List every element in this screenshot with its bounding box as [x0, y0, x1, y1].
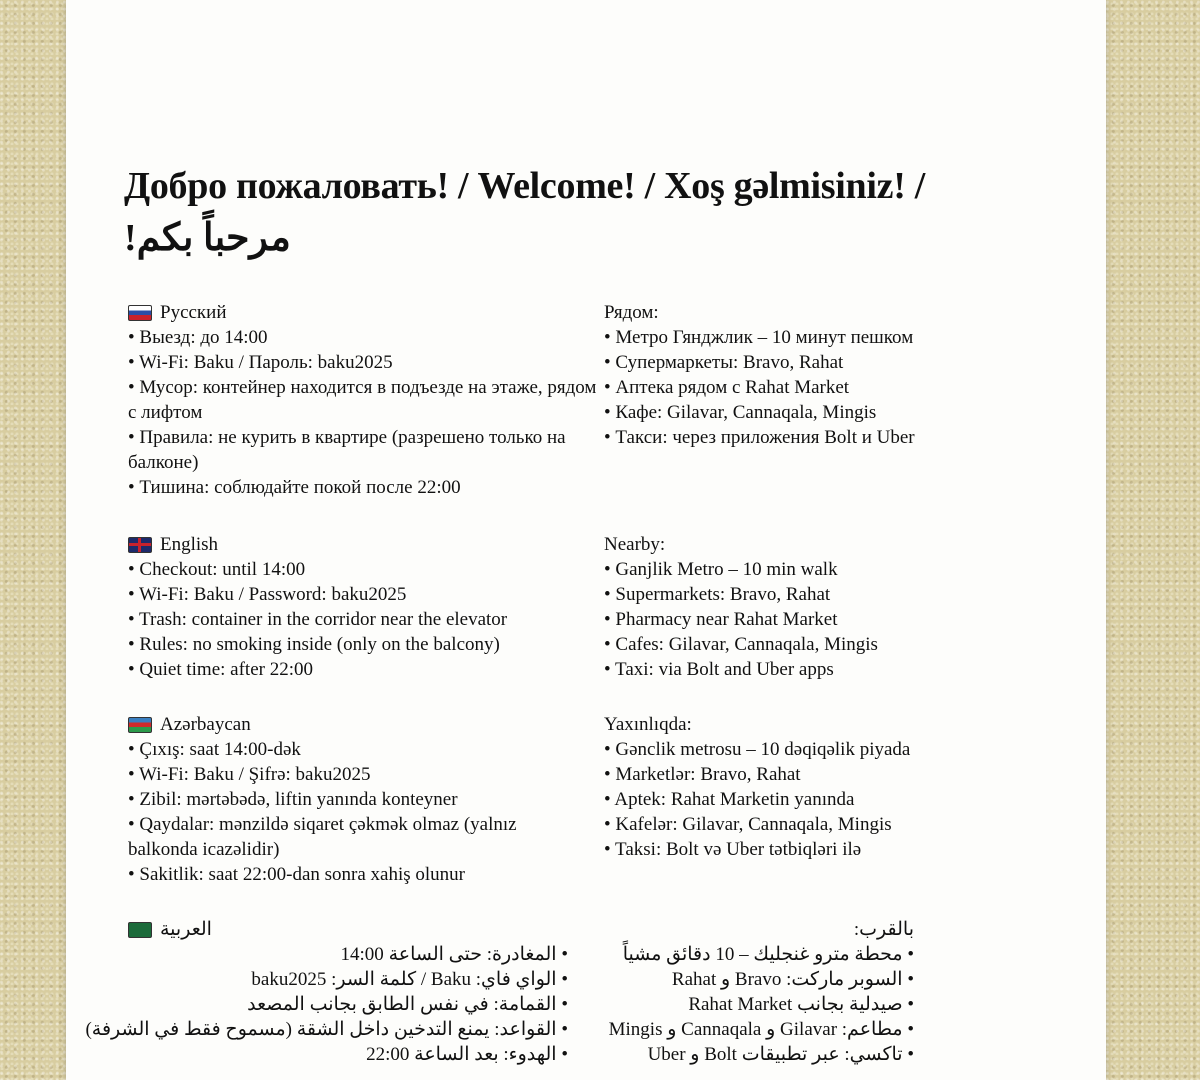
nearby-heading: Рядом: — [604, 302, 659, 323]
list-item: • Cafes: Gilavar, Cannaqala, Mingis — [604, 634, 878, 655]
list-item: • Taxi: via Bolt and Uber apps — [604, 659, 834, 680]
list-item: • Метро Гянджлик – 10 минут пешком — [604, 327, 914, 348]
azerbaijan-flag-icon — [128, 717, 152, 733]
nearby-heading: Yaxınlıqda: — [604, 714, 692, 735]
list-item: • Aptek: Rahat Marketin yanında — [604, 789, 855, 810]
list-item: • Тишина: соблюдайте покой после 22:00 — [128, 477, 461, 498]
list-item: • Checkout: until 14:00 — [128, 559, 306, 580]
section-arabic — [85, 917, 568, 1067]
section-english — [128, 532, 608, 682]
list-item: • القمامة: في نفس الطابق بجانب المصعد — [247, 994, 568, 1015]
welcome-sheet — [66, 0, 1106, 1080]
section-heading-english: English — [128, 532, 608, 557]
list-item: • Правила: не курить в квартире (разрешено только на балконе) — [128, 427, 566, 473]
section-heading-russian: Русский — [128, 300, 608, 325]
list-item: • محطة مترو غنجليك – 10 دقائق مشياً — [622, 944, 914, 965]
list-item: • القواعد: يمنع التدخين داخل الشقة (مسموح فقط في الشرفة) — [85, 1019, 568, 1040]
section-heading-arabic: العربية — [128, 917, 568, 942]
list-item: • Zibil: mərtəbədə, liftin yanında konteyner — [128, 789, 458, 810]
list-item: • Такси: через приложения Bolt и Uber — [604, 427, 915, 448]
section-russian — [128, 300, 608, 500]
list-item: • Taksi: Bolt və Uber tətbiqləri ilə — [604, 839, 862, 860]
list-item: • Gənclik metrosu – 10 dəqiqəlik piyada — [604, 739, 911, 760]
list-item: • Trash: container in the corridor near the elevator — [128, 609, 508, 630]
section-heading-azerbaijani: Azərbaycan — [128, 712, 608, 737]
nearby-russian — [604, 300, 1044, 450]
list-item: • Wi-Fi: Baku / Пароль: baku2025 — [128, 352, 393, 373]
list-item: • Marketlər: Bravo, Rahat — [604, 764, 801, 785]
list-item: • Pharmacy near Rahat Market — [604, 609, 838, 630]
list-item: • Quiet time: after 22:00 — [128, 659, 313, 680]
list-item: • Аптека рядом с Rahat Market — [604, 377, 850, 398]
nearby-heading: Nearby: — [604, 534, 666, 555]
uk-flag-icon — [128, 537, 152, 553]
arabic-flag-icon — [128, 922, 152, 938]
page-title — [124, 160, 1084, 264]
title-line-1: Добро пожаловать! / Welcome! / Xoş gəlmisiniz! / — [124, 165, 926, 207]
list-item: • Супермаркеты: Bravo, Rahat — [604, 352, 844, 373]
title-line-2-arabic: مرحباً بكم! — [124, 217, 291, 259]
list-item: • المغادرة: حتى الساعة 14:00 — [340, 944, 568, 965]
list-item: • مطاعم: Gilavar و Cannaqala و Mingis — [608, 1019, 914, 1040]
list-item: • الواي فاي: Baku / كلمة السر: baku2025 — [251, 969, 568, 990]
list-item: • الهدوء: بعد الساعة 22:00 — [366, 1044, 568, 1065]
nearby-heading: بالقرب: — [853, 919, 914, 940]
list-item: • Wi-Fi: Baku / Şifrə: baku2025 — [128, 764, 371, 785]
nearby-english — [604, 532, 1044, 682]
list-item: • Ganjlik Metro – 10 min walk — [604, 559, 838, 580]
list-item: • Мусор: контейнер находится в подъезде на этаже, рядом с лифтом — [128, 377, 597, 423]
list-item: • Wi-Fi: Baku / Password: baku2025 — [128, 584, 407, 605]
list-item: • Выезд: до 14:00 — [128, 327, 268, 348]
nearby-arabic — [604, 917, 914, 1067]
list-item: • Supermarkets: Bravo, Rahat — [604, 584, 831, 605]
list-item: • Кафе: Gilavar, Cannaqala, Mingis — [604, 402, 877, 423]
section-azerbaijani — [128, 712, 608, 887]
list-item: • السوبر ماركت: Bravo و Rahat — [671, 969, 914, 990]
list-item: • Rules: no smoking inside (only on the balcony) — [128, 634, 500, 655]
list-item: • Qaydalar: mənzildə siqaret çəkmək olmaz (yalnız balkonda icazəlidir) — [128, 814, 517, 860]
list-item: • Çıxış: saat 14:00-dək — [128, 739, 301, 760]
list-item: • Kafelər: Gilavar, Cannaqala, Mingis — [604, 814, 892, 835]
list-item: • Sakitlik: saat 22:00-dan sonra xahiş olunur — [128, 864, 465, 885]
list-item: • صيدلية بجانب Rahat Market — [688, 994, 914, 1015]
russia-flag-icon — [128, 305, 152, 321]
list-item: • تاكسي: عبر تطبيقات Bolt و Uber — [647, 1044, 914, 1065]
nearby-azerbaijani — [604, 712, 1044, 862]
